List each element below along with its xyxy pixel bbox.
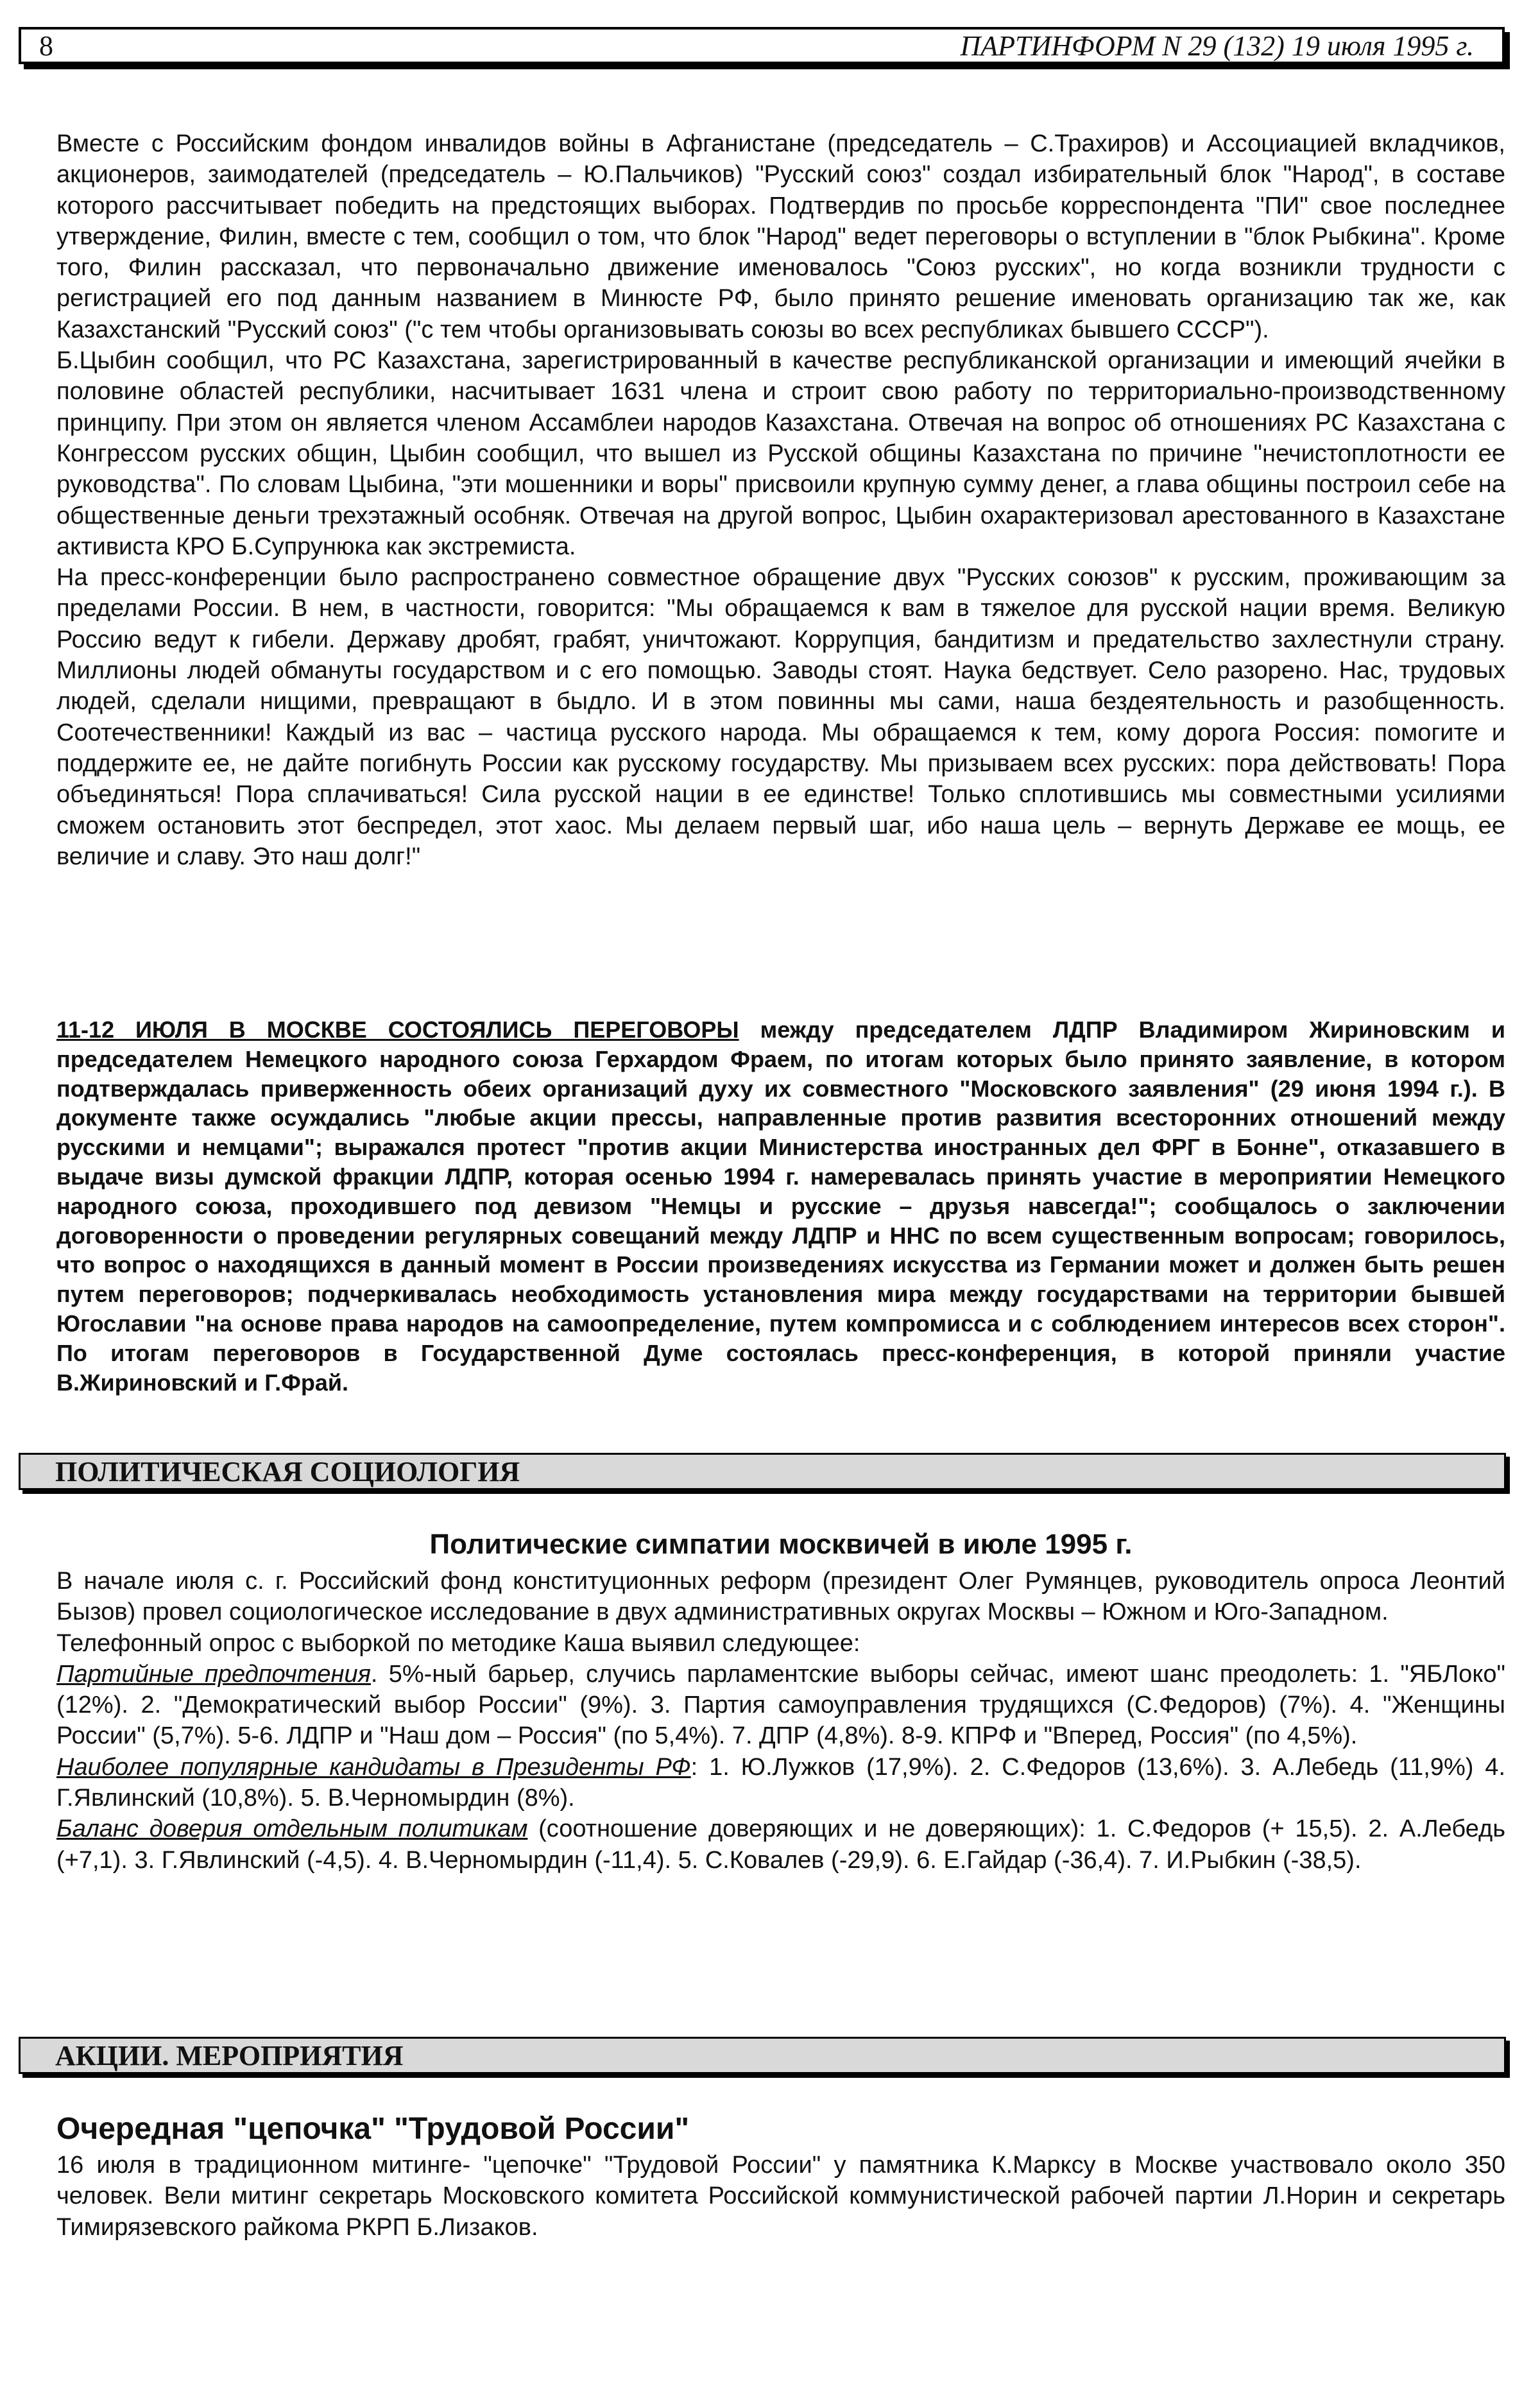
- sociology-article: [56, 1566, 1505, 1876]
- page-header: [19, 27, 1505, 64]
- section-title-actions: АКЦИИ. МЕРОПРИЯТИЯ: [55, 2039, 404, 2071]
- sociology-paragraph-2: Телефонный опрос с выборкой по методике Каша выявил следующее:: [56, 1629, 860, 1657]
- ldpr-body: между председателем ЛДПР Владимиром Жириновским и председателем Немецкого народного союза Герхардом Фраем, по итогам которых было принято заявление, в котором подтверждалась приверженность обеих организаций духу их совместного "Московского заявления" (29 июня 1994 г.). В документе также осуждались "любые акции прессы, направленные против развития всесторонних отношений между русскими и немцами"; выражался протест "против акции Министерства иностранных дел ФРГ в Бонне", отказавшего в выдаче визы думской фракции ЛДПР, которая осенью 1994 г. намеревалась принять участие в мероприятии Немецкого народного союза, проходившего под девизом "Немцы и русские – друзья навсегда!"; сообщалось о заключении договоренности о проведении регулярных совещаний между ЛДПР и ННС по всем существенным вопросам; говорилось, что вопрос о находящихся в данный момент в России произведениях искусства из Германии может и должен быть решен путем переговоров; подчеркивалась необходимость установления мира между государствами на территории бывшей Югославии "на основе права народов на самоопределение, путем компромисса и с соблюдением интересов всех сторон". По итогам переговоров в Государственной Думе состоялась пресс-конференция, в которой приняли участие В.Жириновский и Г.Фрай.: [56, 1016, 1505, 1396]
- sociology-paragraph-1: В начале июля с. г. Российский фонд конституционных реформ (президент Олег Румянцев, руководитель опроса Леонтий Бызов) провел социологическое исследование в двух административных округах Москвы – Южном и Юго-Западном.: [56, 1568, 1505, 1626]
- section-title-sociology: ПОЛИТИЧЕСКАЯ СОЦИОЛОГИЯ: [55, 1455, 520, 1487]
- candidates-label: Наиболее популярные кандидаты в Президенты РФ: [56, 1753, 691, 1781]
- intro-paragraph-2: Б.Цыбин сообщил, что РС Казахстана, зарегистрированный в качестве республиканской организации и имеющий ячейки в половине областей республики, насчитывает 1631 члена и строит свою работу по территориально-производственному принципу. При этом он является членом Ассамблеи народов Казахстана. Отвечая на вопрос об отношениях РС Казахстана с Конгрессом русских общин, Цыбин сообщил, что вышел из Русской общины Казахстана по причине "нечистоплотности ее руководства". По словам Цыбина, "эти мошенники и воры" присвоили крупную сумму денег, а глава общины построил себе на общественные деньги трехэтажный особняк. Отвечая на другой вопрос, Цыбин охарактеризовал арестованного в Казахстане активиста КРО Б.Супрунюка как экстремиста.: [56, 347, 1505, 560]
- ldpr-headline: 11-12 ИЮЛЯ В МОСКВЕ СОСТОЯЛИСЬ ПЕРЕГОВОРЫ: [56, 1016, 739, 1043]
- section-header-sociology: [19, 1453, 1506, 1490]
- actions-paragraph-1: 16 июля в традиционном митинге- "цепочке" "Трудовой России" у памятника К.Марксу в Москве участвовало около 350 человек. Вели митинг секретарь Московского комитета Российской коммунистической рабочей партии Л.Норин и секретарь Тимирязевского райкома РКРП Б.Лизаков.: [56, 2152, 1505, 2241]
- actions-article: [56, 2150, 1505, 2243]
- publication-title: ПАРТИНФОРМ N 29 (132) 19 июля 1995 г.: [960, 30, 1474, 62]
- intro-paragraph-3: На пресс-конференции было распространено совместное обращение двух "Русских союзов" к русским, проживающим за пределами России. В нем, в частности, говорится: "Мы обращаемся к вам в тяжелое для русской нации время. Великую Россию ведут к гибели. Державу дробят, грабят, уничтожают. Коррупция, бандитизм и предательство захлестнули страну. Миллионы людей обмануты государством и с его помощью. Заводы стоят. Наука бедствует. Село разорено. Нас, трудовых людей, сделали нищими, превращают в быдло. И в этом повинны мы сами, наша бездеятельность и разобщенность. Соотечественники! Каждый из вас – частица русского народа. Мы обращаемся к тем, кому дорога Россия: помогите и поддержите ее, не дайте погибнуть России как русскому государству. Мы призываем всех русских: пора действовать! Пора объединяться! Пора сплачиваться! Сила русской нации в ее единстве! Только сплотившись мы совместными усилиями сможем остановить этот беспредел, этот хаос. Мы делаем первый шаг, ибо наша цель – вернуть Державе ее мощь, ее величие и славу. Это наш долг!": [56, 564, 1505, 870]
- intro-paragraph-1: Вместе с Российским фондом инвалидов войны в Афганистане (председатель – С.Трахиров) и Ассоциацией вкладчиков, акционеров, заимодателей (председатель – Ю.Пальчиков) "Русский союз" создал избирательный блок "Народ", в составе которого рассчитывает победить на предстоящих выборах. Подтвердив по просьбе корреспондента "ПИ" свое последнее утверждение, Филин, вместе с тем, сообщил о том, что блок "Народ" ведет переговоры о вступлении в "блок Рыбкина". Кроме того, Филин рассказал, что первоначально движение именовалось "Союз русских", но когда возникли трудности с регистрацией его под данным названием в Минюсте РФ, было принято решение именовать организацию так же, как Казахстанский "Русский союз" ("с тем чтобы организовывать союзы во всех республиках бывшего СССР").: [56, 130, 1505, 343]
- page-number: 8: [39, 30, 53, 62]
- sociology-paragraph-5: Баланс доверия отдельным политикам (соотношение доверяющих и не доверяющих): 1. С.Федоров (+ 15,5). 2. А.Лебедь (+7,1). 3. Г.Явлинский (-4,5). 4. В.Черномырдин (-11,4). 5. С.Ковалев (-29,9). 6. Е.Гайдар (-36,4). 7. И.Рыбкин (-38,5).: [56, 1815, 1505, 1874]
- trust-balance-label: Баланс доверия отдельным политикам: [56, 1815, 528, 1843]
- sociology-article-title: Политические симпатии москвичей в июле 1995 г.: [429, 1529, 1133, 1560]
- sociology-paragraph-3: Партийные предпочтения. 5%-ный барьер, случись парламентские выборы сейчас, имеют шанс преодолеть: 1. "ЯБЛоко" (12%). 2. "Демократический выбор России" (9%). 3. Партия самоуправления трудящихся (С.Федоров) (7%). 4. "Женщины России" (5,7%). 5-6. ЛДПР и "Наш дом – Россия" (по 5,4%). 7. ДПР (4,8%). 8-9. КПРФ и "Вперед, Россия" (по 4,5%).: [56, 1660, 1505, 1750]
- party-preferences-label: Партийные предпочтения: [56, 1660, 371, 1688]
- actions-article-title: Очередная "цепочка" "Трудовой России": [56, 2112, 690, 2146]
- intro-article: [56, 128, 1505, 872]
- ldpr-news-item: [56, 1015, 1505, 1397]
- sociology-paragraph-4: Наиболее популярные кандидаты в Президенты РФ: 1. Ю.Лужков (17,9%). 2. С.Федоров (13,6%). 3. А.Лебедь (11,9%) 4. Г.Явлинский (10,8%). 5. В.Черномырдин (8%).: [56, 1753, 1506, 1812]
- section-header-actions: [19, 2037, 1506, 2074]
